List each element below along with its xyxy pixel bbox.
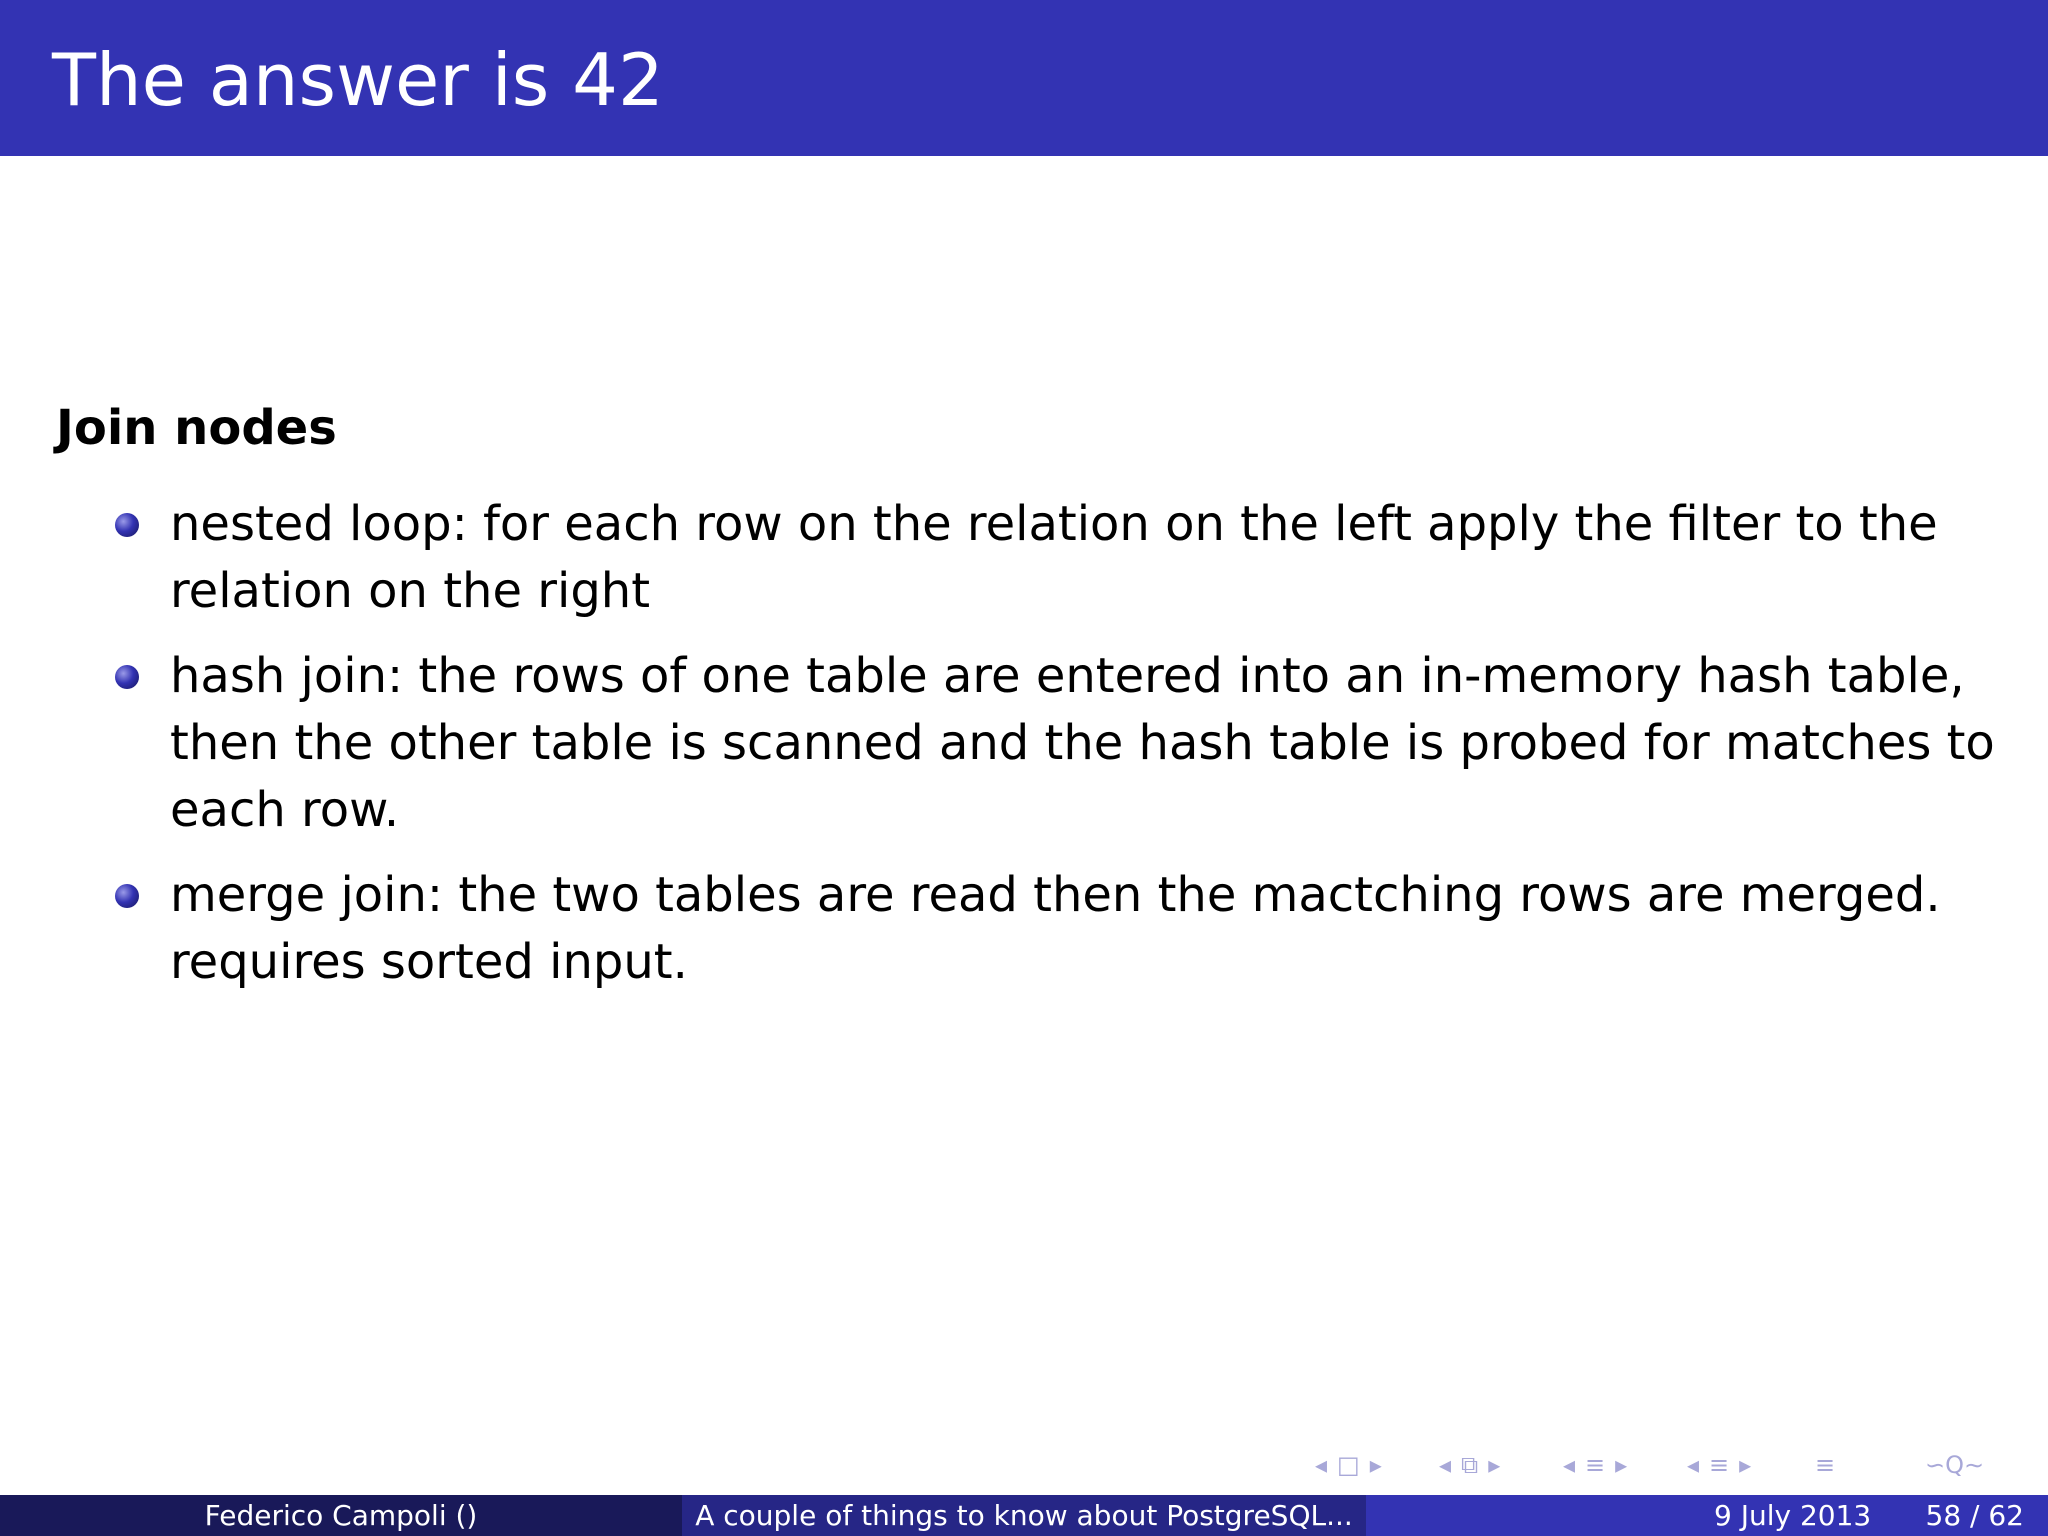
footer bbox=[0, 1495, 2048, 1536]
list-item-text: hash join: the rows of one table are entered into an in-memory hash table, then the other table is scanned and the hash table is probed for matches to each row. bbox=[170, 648, 1995, 838]
page-number: 58 / 62 bbox=[1925, 1499, 2024, 1532]
subsubsection-icon[interactable]: ≡ bbox=[1709, 1451, 1730, 1479]
title-bar bbox=[0, 0, 2048, 156]
frame-icon[interactable]: □ bbox=[1337, 1451, 1360, 1479]
previous-section-icon[interactable]: ◂ bbox=[1563, 1451, 1576, 1479]
list-item-text: nested loop: for each row on the relation on the left apply the filter to the relation on the right bbox=[170, 496, 1938, 619]
bullet-icon bbox=[115, 665, 139, 689]
previous-subsubsection-icon[interactable]: ◂ bbox=[1687, 1451, 1700, 1479]
next-subsection-icon[interactable]: ▸ bbox=[1488, 1451, 1501, 1479]
section-heading: Join nodes bbox=[56, 400, 337, 456]
toc-nav bbox=[1810, 1448, 1840, 1482]
list-item bbox=[170, 491, 2010, 625]
navigation-bar bbox=[1310, 1448, 2030, 1482]
search-nav bbox=[1920, 1448, 1989, 1482]
next-section-icon[interactable]: ▸ bbox=[1615, 1451, 1628, 1479]
previous-frame-icon[interactable]: ◂ bbox=[1315, 1451, 1328, 1479]
section-icon[interactable]: ≡ bbox=[1585, 1451, 1606, 1479]
subsection-icon[interactable]: ⧉ bbox=[1461, 1451, 1479, 1479]
bullet-icon bbox=[115, 513, 139, 537]
next-frame-icon[interactable]: ▸ bbox=[1369, 1451, 1382, 1479]
search-icon[interactable]: ∽Q∼ bbox=[1925, 1451, 1985, 1479]
footer-short-title: A couple of things to know about PostgreSQL... bbox=[682, 1495, 1366, 1536]
subsubsection-nav bbox=[1682, 1448, 1756, 1482]
list-item-text: merge join: the two tables are read then the mactching rows are merged. requires sorted input. bbox=[170, 867, 1941, 990]
frame-nav bbox=[1310, 1448, 1387, 1482]
subsection-nav bbox=[1434, 1448, 1505, 1482]
previous-subsection-icon[interactable]: ◂ bbox=[1439, 1451, 1452, 1479]
bullet-icon bbox=[115, 884, 139, 908]
table-of-contents-icon[interactable]: ≡ bbox=[1815, 1451, 1836, 1479]
footer-date-page bbox=[1366, 1495, 2048, 1536]
footer-date: 9 July 2013 bbox=[1714, 1499, 1872, 1532]
list-item bbox=[170, 643, 2010, 844]
slide-title: The answer is 42 bbox=[52, 38, 664, 122]
next-subsubsection-icon[interactable]: ▸ bbox=[1739, 1451, 1752, 1479]
list-item bbox=[170, 862, 2010, 996]
footer-author: Federico Campoli () bbox=[0, 1495, 682, 1536]
section-nav bbox=[1558, 1448, 1632, 1482]
